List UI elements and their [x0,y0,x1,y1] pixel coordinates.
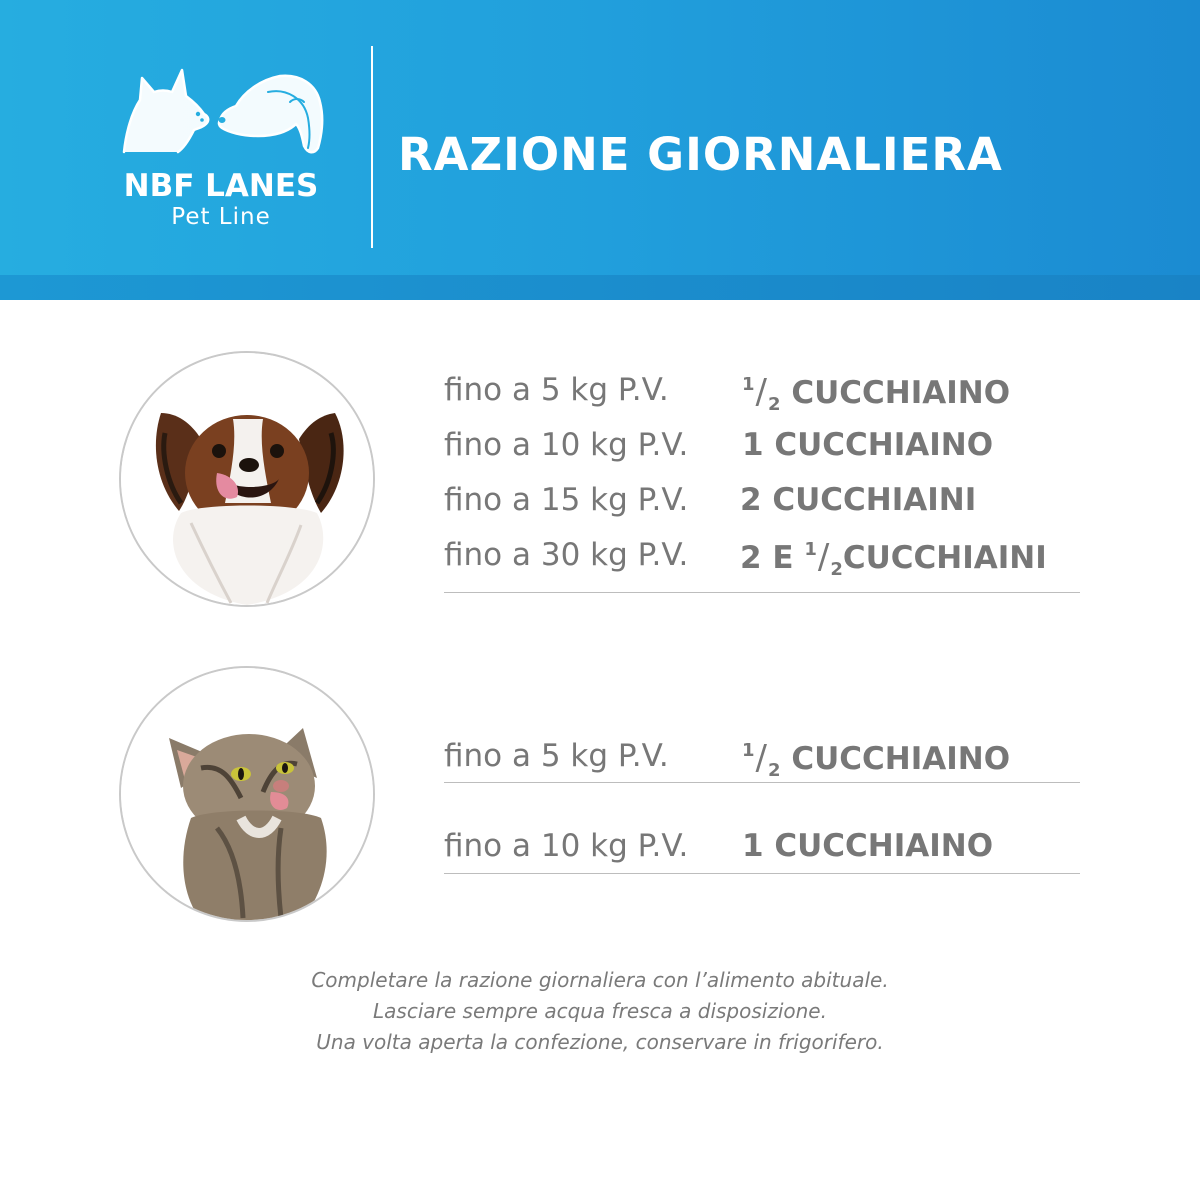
weight-label: fino a 30 kg P.V. [444,537,689,573]
amount-label: $^1/_2$ CUCCHIAINO [742,372,1011,416]
amount-label: 1 CUCCHIAINO [742,828,994,864]
page-title: RAZIONE GIORNALIERA [398,128,1003,181]
cat-row-2 [444,828,1084,878]
note-line: Una volta aperta la confezione, conservare in frigorifero. [316,1030,884,1054]
cat-divider-1 [444,782,1080,783]
amount-label: 2 CUCCHIAINI [740,482,977,518]
cat-row-1 [444,738,1084,788]
amount-label: $^1/_2$ CUCCHIAINO [742,738,1011,782]
brand-subtitle: Pet Line [171,204,271,230]
fraction-half: $^1/_2$ [804,537,843,581]
dog-row-1 [444,372,1084,422]
dog-photo [119,351,375,607]
note-line: Lasciare sempre acqua fresca a disposizione. [373,999,827,1023]
fraction-half: $^1/_2$ [742,738,781,782]
dog-row-3 [444,482,1084,532]
weight-label: fino a 10 kg P.V. [444,427,689,463]
cat-dog-logo-icon [118,62,330,162]
weight-label: fino a 5 kg P.V. [444,372,669,408]
weight-label: fino a 5 kg P.V. [444,738,669,774]
amount-label: 2 E $^1/_2CUCCHIAINI$ [740,537,1047,581]
fraction-half: $^1/_2$ [742,372,781,416]
amount-label: 1 CUCCHIAINO [742,427,994,463]
cat-photo [119,666,375,922]
weight-label: fino a 10 kg P.V. [444,828,689,864]
dog-row-4 [444,537,1084,587]
note-line: Completare la razione giornaliera con l’alimento abituale. [311,968,889,992]
dog-row-2 [444,427,1084,477]
header-band [0,275,1200,300]
weight-label: fino a 15 kg P.V. [444,482,689,518]
brand-name: NBF LANES [123,168,319,204]
dog-divider [444,592,1080,593]
footnotes [0,965,1200,1058]
header-divider [371,46,373,248]
cat-divider-2 [444,873,1080,874]
